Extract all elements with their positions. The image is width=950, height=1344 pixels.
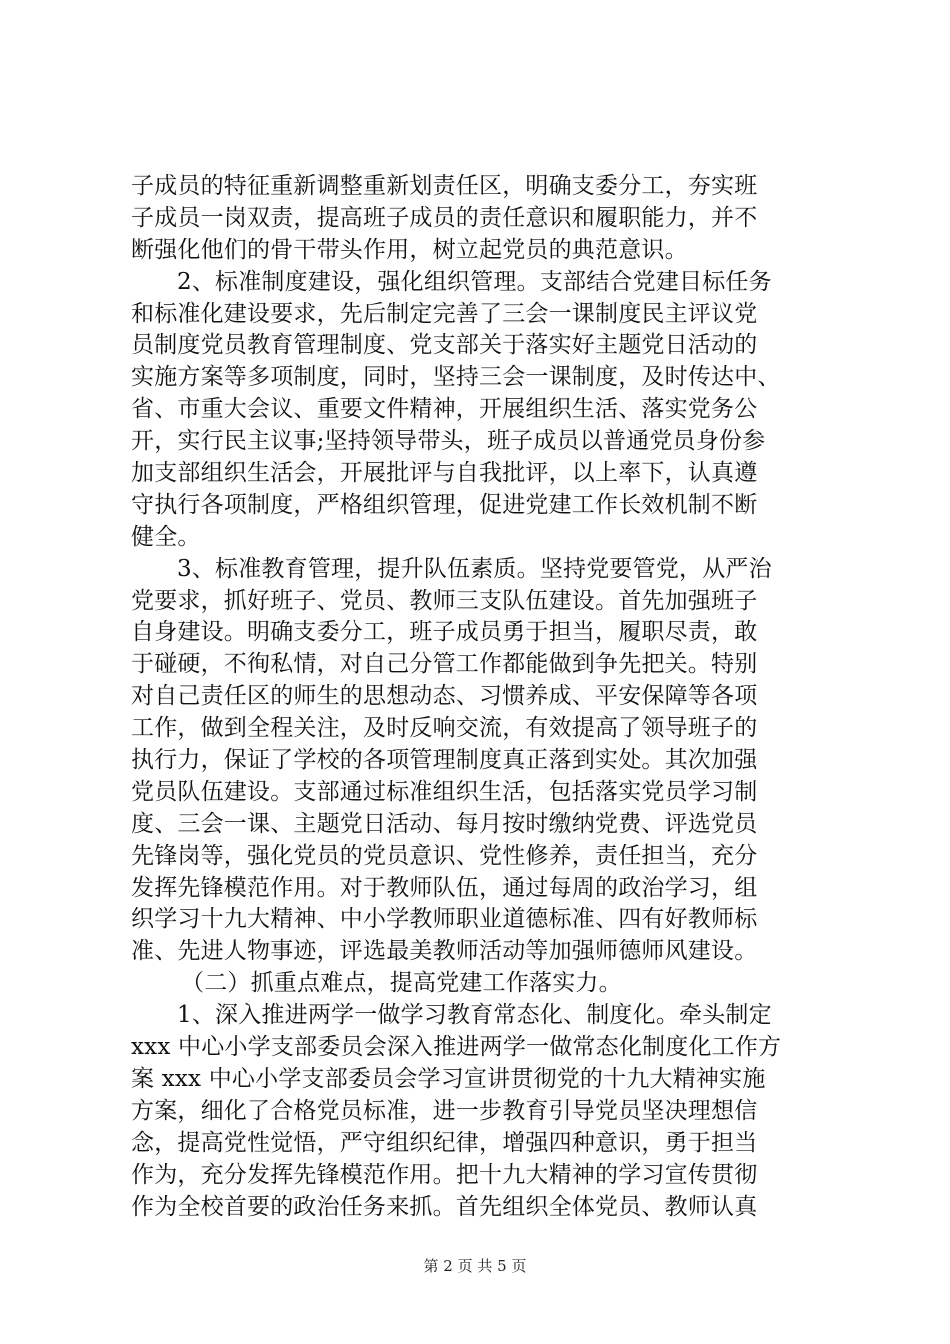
text-line-29: 案 xxx 中心小学支部委员会学习宣讲贯彻党的十九大精神实施: [131, 1065, 766, 1092]
paragraph-2-start: 2、标准制度建设，强化组织管理。支部结合党建目标任务: [177, 268, 772, 295]
text-line-20: 党员队伍建设。支部通过标准组织生活，包括落实党员学习制: [131, 778, 758, 805]
text-line-32: 作为，充分发挥先锋模范作用。把十九大精神的学习宣传贯彻: [131, 1161, 758, 1188]
text-line-12: 健全。: [131, 523, 201, 550]
text-line-15: 自身建设。明确支委分工，班子成员勇于担当，履职尽责，敢: [131, 619, 758, 646]
section-heading: （二）抓重点难点，提高党建工作落实力。: [181, 970, 622, 997]
text-line-31: 念，提高党性觉悟，严守组织纪律，增强四种意识，勇于担当: [131, 1129, 758, 1156]
text-line-6: 员制度党员教育管理制度、党支部关于落实好主题党日活动的: [131, 332, 758, 359]
text-line-14: 党要求，抓好班子、党员、教师三支队伍建设。首先加强班子: [131, 587, 758, 614]
text-line-30: 方案，细化了合格党员标准，进一步教育引导党员坚决理想信: [131, 1097, 758, 1124]
text-line-22: 先锋岗等，强化党员的党员意识、党性修养，责任担当，充分: [131, 842, 758, 869]
text-line-18: 工作，做到全程关注，及时反响交流，有效提高了领导班子的: [131, 715, 758, 742]
paragraph-4-start: 1、深入推进两学一做学习教育常态化、制度化。牵头制定: [177, 1002, 772, 1029]
text-line-1: 子成员的特征重新调整重新划责任区，明确支委分工，夯实班: [131, 173, 758, 199]
text-line-33: 作为全校首要的政治任务来抓。首先组织全体党员、教师认真: [131, 1193, 758, 1220]
text-line-17: 对自己责任区的师生的思想动态、习惯养成、平安保障等各项: [131, 683, 758, 710]
text-line-16: 于碰硬，不徇私情，对自己分管工作都能做到争先把关。特别: [131, 651, 758, 678]
text-line-3: 断强化他们的骨干带头作用，树立起党员的典范意识。: [131, 236, 688, 263]
page-footer: 第 2 页 共 5 页: [423, 1257, 527, 1275]
body-text: [131, 171, 831, 1223]
text-line-7: 实施方案等多项制度，同时，坚持三会一课制度，及时传达中、: [131, 364, 781, 391]
text-line-9: 开，实行民主议事;坚持领导带头，班子成员以普通党员身份参: [131, 428, 766, 455]
text-line-28: xxx 中心小学支部委员会深入推进两学一做常态化制度化工作方: [131, 1034, 782, 1061]
text-line-19: 执行力，保证了学校的各项管理制度真正落到实处。其次加强: [131, 747, 758, 774]
text-line-5: 和标准化建设要求，先后制定完善了三会一课制度民主评议党: [131, 300, 758, 327]
text-line-10: 加支部组织生活会，开展批评与自我批评，以上率下，认真遵: [131, 460, 758, 487]
text-line-24: 织学习十九大精神、中小学教师职业道德标准、四有好教师标: [131, 906, 758, 933]
text-line-8: 省、市重大会议、重要文件精神，开展组织生活、落实党务公: [131, 396, 758, 423]
text-line-21: 度、三会一课、主题党日活动、每月按时缴纳党费、评选党员: [131, 810, 758, 837]
text-line-11: 守执行各项制度，严格组织管理，促进党建工作长效机制不断: [131, 491, 758, 518]
text-line-25: 准、先进人物事迹，评选最美教师活动等加强师德师风建设。: [131, 938, 758, 965]
paragraph-3-start: 3、标准教育管理，提升队伍素质。坚持党要管党，从严治: [177, 555, 772, 582]
text-line-2: 子成员一岗双责，提高班子成员的责任意识和履职能力，并不: [131, 204, 758, 231]
text-line-23: 发挥先锋模范作用。对于教师队伍，通过每周的政治学习，组: [131, 874, 758, 901]
